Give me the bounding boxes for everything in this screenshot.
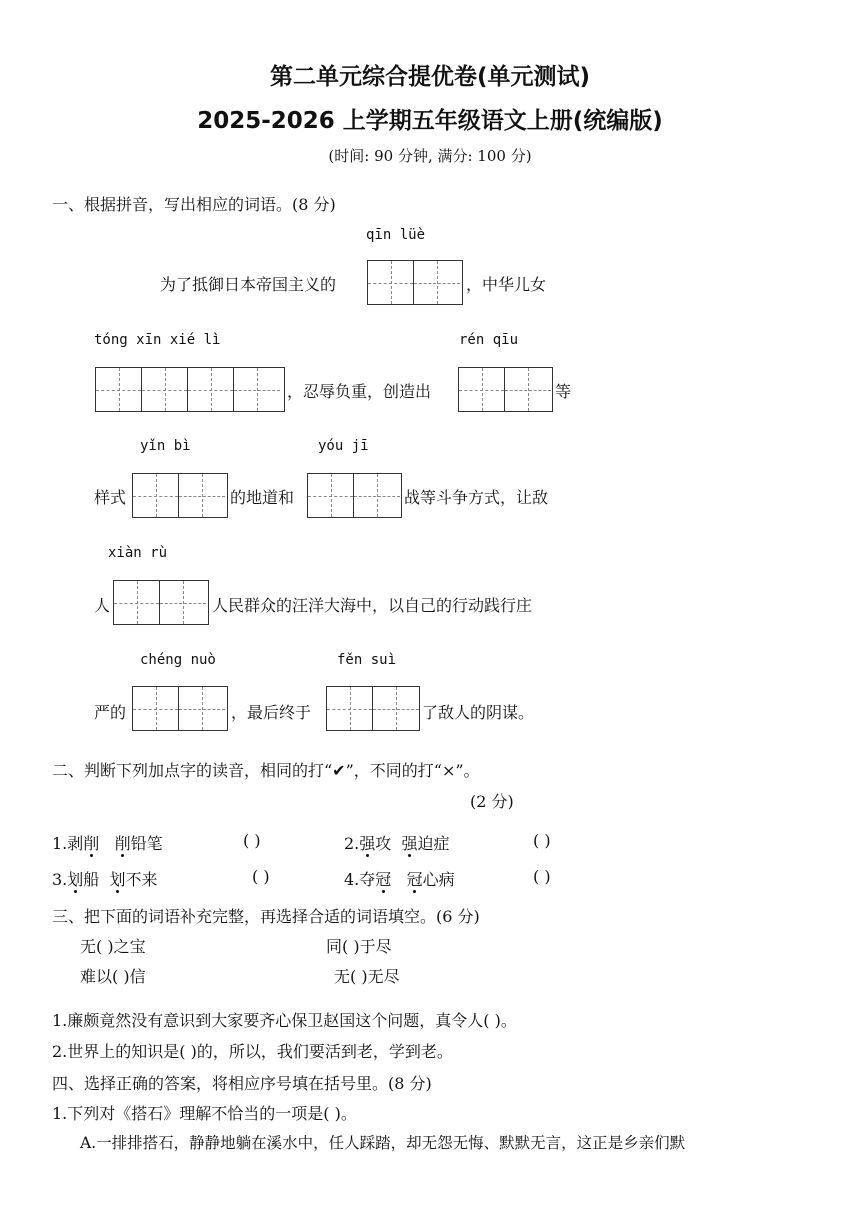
section2-heading: 二、判断下列加点字的读音，相同的打“✔”，不同的打“×”。 — [52, 761, 480, 780]
pinyin-qinlue: qīn lüè — [366, 227, 426, 243]
line1-before: 为了抵御日本帝国主义的 — [160, 275, 337, 294]
answer-grid-renqiu[interactable] — [458, 367, 553, 412]
section3-heading: 三、把下面的词语补充完整，再选择合适的词语填空。(6 分) — [52, 907, 480, 926]
s2-paren-1[interactable]: ( ) — [243, 831, 261, 850]
idiom-3[interactable]: 难以( )信 — [80, 967, 146, 986]
line2-mid: ，忍辱负重，创造出 — [287, 382, 432, 401]
idiom-2[interactable]: 同( )于尽 — [326, 937, 392, 956]
section1-heading: 一、根据拼音，写出相应的词语。(8 分) — [52, 195, 336, 214]
idiom-1[interactable]: 无( )之宝 — [80, 937, 146, 956]
answer-grid-qinlue[interactable] — [367, 260, 463, 305]
s2-paren-4[interactable]: ( ) — [533, 867, 551, 886]
line2-after: 等 — [555, 382, 572, 401]
pinyin-renqiu: rén qīu — [459, 332, 519, 348]
line4-after: 人民群众的汪洋大海中，以自己的行动践行庄 — [212, 596, 533, 615]
line5-after: 了敌人的阴谋。 — [422, 703, 535, 722]
line3-after: 战等斗争方式，让敌 — [404, 488, 549, 507]
s2-item-4: 4.夺冠 冠心病 — [344, 870, 455, 889]
answer-grid-youji[interactable] — [307, 473, 402, 518]
answer-grid-yinbi[interactable] — [132, 473, 228, 518]
pinyin-youji: yóu jī — [318, 438, 369, 454]
line3-mid: 的地道和 — [230, 488, 295, 507]
title-line-1: 第二单元综合提优卷(单元测试) — [269, 64, 591, 90]
answer-grid-chengnuo[interactable] — [132, 686, 228, 731]
line5-before: 严的 — [94, 703, 127, 722]
s4-question-1[interactable]: 1.下列对《搭石》理解不恰当的一项是( )。 — [52, 1104, 357, 1123]
pinyin-yinbi: yǐn bì — [140, 438, 191, 454]
line3-before: 样式 — [94, 488, 127, 507]
pinyin-tongxinxieli: tóng xīn xié lì — [94, 332, 221, 348]
s3-question-2[interactable]: 2.世界上的知识是( )的，所以，我们要活到老，学到老。 — [52, 1042, 453, 1061]
answer-grid-tongxinxieli[interactable] — [95, 367, 285, 412]
s2-item-3: 3.划船 划不来 — [52, 870, 158, 889]
line4-before: 人 — [94, 596, 111, 615]
answer-grid-xianru[interactable] — [113, 580, 209, 625]
s2-paren-3[interactable]: ( ) — [252, 867, 270, 886]
s3-question-1[interactable]: 1.廉颇竟然没有意识到大家要齐心保卫赵国这个问题，真令人( )。 — [52, 1011, 517, 1030]
line1-after: ，中华儿女 — [466, 275, 547, 294]
title-line-2: 2025-2026 上学期五年级语文上册(统编版) — [197, 108, 663, 134]
pinyin-chengnuo: chéng nuò — [140, 652, 216, 668]
s2-paren-2[interactable]: ( ) — [533, 831, 551, 850]
pinyin-fensui: fěn suì — [337, 652, 397, 668]
s4-option-a: A.一排排搭石，静静地躺在溪水中，任人踩踏，却无怨无悔、默默无言，这正是乡亲们默 — [80, 1134, 686, 1152]
idiom-4[interactable]: 无( )无尽 — [334, 967, 400, 986]
s2-item-2: 2.强攻 强迫症 — [344, 834, 450, 853]
pinyin-xianru: xiàn rù — [108, 545, 168, 561]
section4-heading: 四、选择正确的答案，将相应序号填在括号里。(8 分) — [52, 1074, 432, 1093]
line5-mid: ，最后终于 — [231, 703, 312, 722]
s2-item-1: 1.剥削 削铅笔 — [52, 834, 163, 853]
answer-grid-fensui[interactable] — [326, 686, 420, 731]
section2-score: (2 分) — [470, 792, 514, 811]
exam-meta: (时间: 90 分钟, 满分: 100 分) — [328, 147, 532, 165]
